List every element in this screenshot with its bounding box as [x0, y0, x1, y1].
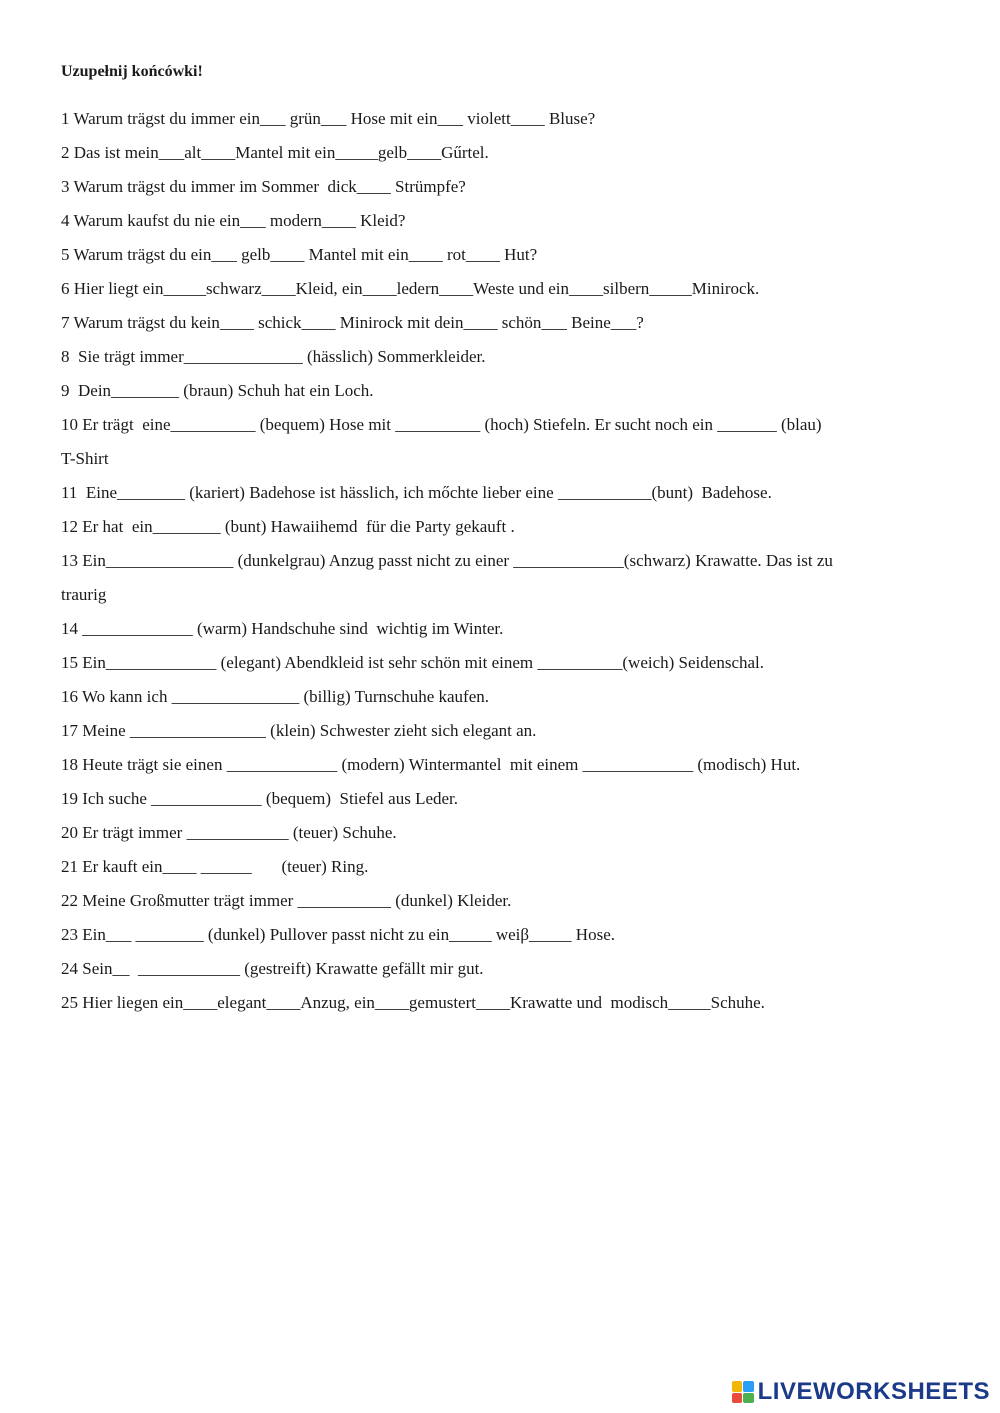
exercise-line-5: 5 Warum trägst du ein___ gelb____ Mantel mit ein____ rot____ Hut?: [61, 245, 538, 264]
exercise-line-10: 10 Er trägt eine__________ (bequem) Hose mit __________ (hoch) Stiefeln. Er sucht noch ein _______ (blau): [61, 415, 822, 434]
exercise-line-21: 21 Er kauft ein____ ______ (teuer) Ring.: [61, 857, 369, 876]
exercise-line-22: 22 Meine Großmutter trägt immer ___________ (dunkel) Kleider.: [61, 891, 512, 910]
exercise-line-12: 12 Er hat ein________ (bunt) Hawaiihemd für die Party gekauft .: [61, 517, 515, 536]
worksheet-title: Uzupełnij końcówki!: [61, 63, 203, 80]
exercise-line-16: 16 Wo kann ich _______________ (billig) Turnschuhe kaufen.: [61, 687, 490, 706]
exercise-line-6: 6 Hier liegt ein_____schwarz____Kleid, ein____ledern____Weste und ein____silbern_____Minirock.: [61, 279, 760, 298]
exercise-line-13-continued: traurig: [61, 585, 107, 604]
exercise-line-23: 23 Ein___ ________ (dunkel) Pullover passt nicht zu ein_____ weiβ_____ Hose.: [61, 925, 615, 944]
exercise-line-11: 11 Eine________ (kariert) Badehose ist hässlich, ich mőchte lieber eine ___________(bunt) Badehose.: [61, 483, 772, 502]
exercise-line-3: 3 Warum trägst du immer im Sommer dick____ Strümpfe?: [61, 177, 466, 196]
exercise-line-10-continued: T-Shirt: [61, 449, 109, 468]
exercise-line-13: 13 Ein_______________ (dunkelgrau) Anzug passt nicht zu einer _____________(schwarz) Krawatte. Das ist zu: [61, 551, 833, 570]
exercise-line-17: 17 Meine ________________ (klein) Schwester zieht sich elegant an.: [61, 721, 537, 740]
exercise-line-25: 25 Hier liegen ein____elegant____Anzug, ein____gemustert____Krawatte und modisch_____Schuhe.: [61, 993, 765, 1012]
exercise-line-7: 7 Warum trägst du kein____ schick____ Minirock mit dein____ schön___ Beine___?: [61, 313, 644, 332]
exercise-line-19: 19 Ich suche _____________ (bequem) Stiefel aus Leder.: [61, 789, 459, 808]
exercise-line-9: 9 Dein________ (braun) Schuh hat ein Loch.: [61, 381, 374, 400]
liveworksheets-footer: [732, 1379, 990, 1405]
exercise-list: [61, 102, 946, 1020]
exercise-line-18: 18 Heute trägt sie einen _____________ (modern) Wintermantel mit einem _____________ (modisch) Hut.: [61, 755, 801, 774]
exercise-line-2: 2 Das ist mein___alt____Mantel mit ein_____gelb____Gűrtel.: [61, 143, 489, 162]
exercise-line-24: 24 Sein__ ____________ (gestreift) Krawatte gefällt mir gut.: [61, 959, 484, 978]
exercise-line-20: 20 Er trägt immer ____________ (teuer) Schuhe.: [61, 823, 397, 842]
liveworksheets-brand: LIVEWORKSHEETS: [757, 1378, 990, 1405]
exercise-line-15: 15 Ein_____________ (elegant) Abendkleid ist sehr schön mit einem __________(weich) Seidenschal.: [61, 653, 765, 672]
exercise-line-1: 1 Warum trägst du immer ein___ grün___ Hose mit ein___ violett____ Bluse?: [61, 109, 596, 128]
exercise-line-14: 14 _____________ (warm) Handschuhe sind wichtig im Winter.: [61, 619, 504, 638]
exercise-line-4: 4 Warum kaufst du nie ein___ modern____ Kleid?: [61, 211, 406, 230]
exercise-line-8: 8 Sie trägt immer______________ (hässlich) Sommerkleider.: [61, 347, 486, 366]
liveworksheets-logo-icon: [732, 1381, 754, 1403]
